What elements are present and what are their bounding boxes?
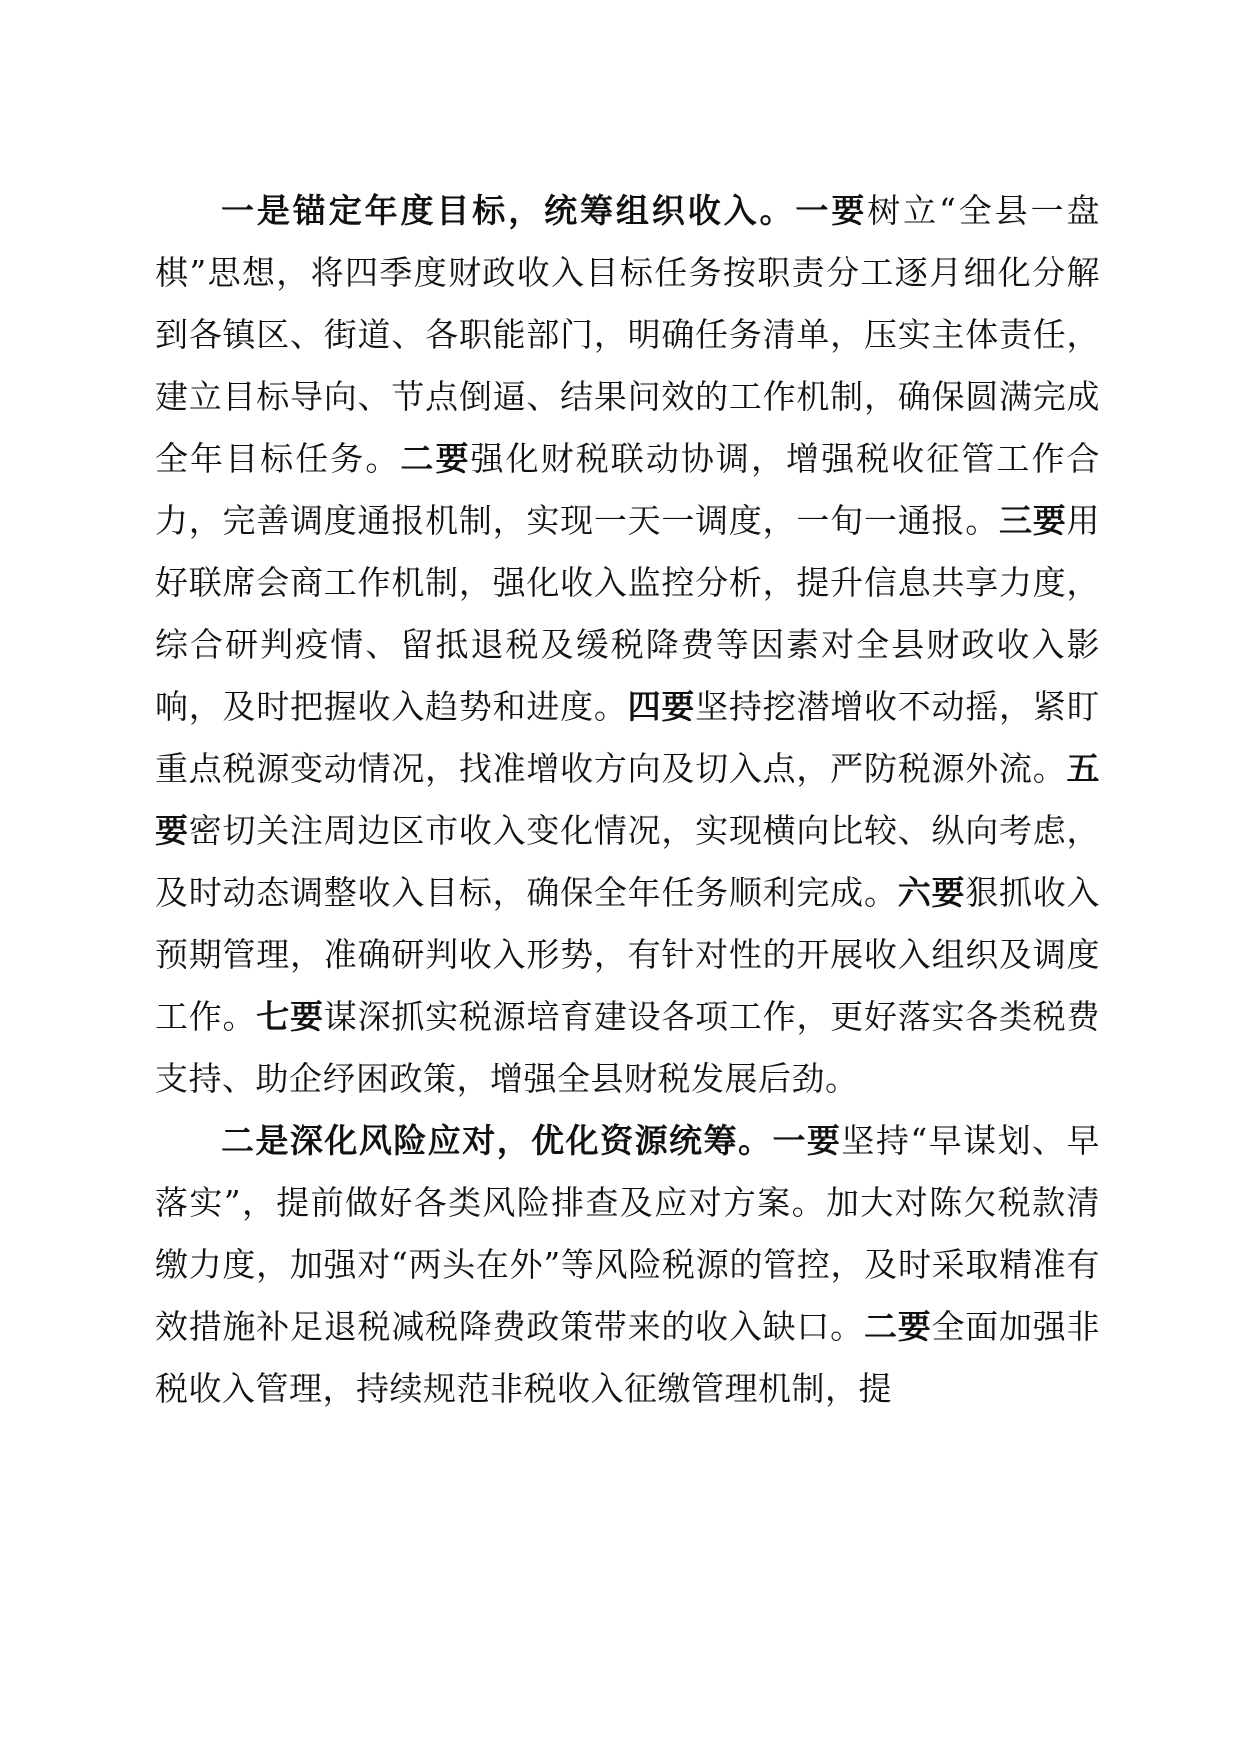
item-text: 树立“全县一盘棋”思想，将四季度财政收入目标任务按职责分工逐月细化分解到各镇区、街道、各职能部门，明确任务清单，压实主体责任，建立目标导向、节点倒逼、结果问效的工作机制，确保圆满完成全年目标任务。 xyxy=(155,191,1101,478)
item-text: 坚持挖潜增收不动摇，紧盯重点税源变动情况，找准增收方向及切入点，严防税源外流。 xyxy=(155,687,1101,788)
item-text: 密切关注周边区市收入变化情况，实现横向比较、纵向考虑，及时动态调整收入目标，确保全年任务顺利完成。 xyxy=(155,811,1101,912)
document-body xyxy=(155,180,1100,1420)
item-marker: 三要 xyxy=(998,501,1067,540)
item-marker: 一要 xyxy=(772,1121,842,1160)
paragraph-heading: 一是锚定年度目标，统筹组织收入。 xyxy=(221,191,796,230)
item-marker: 四要 xyxy=(627,687,696,726)
item-text: 全面加强非税收入管理，持续规范非税收入征缴管理机制，提 xyxy=(155,1307,1101,1408)
item-marker: 七要 xyxy=(256,997,324,1036)
paragraph-1 xyxy=(155,180,1100,1110)
item-marker: 二要 xyxy=(400,439,471,478)
paragraph-heading: 二是深化风险应对，优化资源统筹。 xyxy=(221,1121,773,1160)
item-marker: 一要 xyxy=(795,191,868,230)
item-text: 强化财税联动协调，增强税收征管工作合力，完善调度通报机制，实现一天一调度，一旬一通报。 xyxy=(155,439,1101,540)
item-text: 谋深抓实税源培育建设各项工作，更好落实各类税费支持、助企纾困政策，增强全县财税发展后劲。 xyxy=(155,997,1101,1098)
item-marker: 五要 xyxy=(155,749,1100,850)
item-text: 坚持“早谋划、早落实”，提前做好各类风险排查及应对方案。加大对陈欠税款清缴力度，加强对“两头在外”等风险税源的管控，及时采取精准有效措施补足退税减税降费政策带来的收入缺口。 xyxy=(155,1121,1101,1346)
item-text: 用好联席会商工作机制，强化收入监控分析，提升信息共享力度，综合研判疫情、留抵退税及缓税降费等因素对全县财政收入影响，及时把握收入趋势和进度。 xyxy=(155,501,1101,726)
item-text: 狠抓收入预期管理，准确研判收入形势，有针对性的开展收入组织及调度工作。 xyxy=(155,873,1101,1036)
paragraph-2 xyxy=(155,1110,1100,1420)
item-marker: 二要 xyxy=(863,1307,932,1346)
item-marker: 六要 xyxy=(897,873,966,912)
